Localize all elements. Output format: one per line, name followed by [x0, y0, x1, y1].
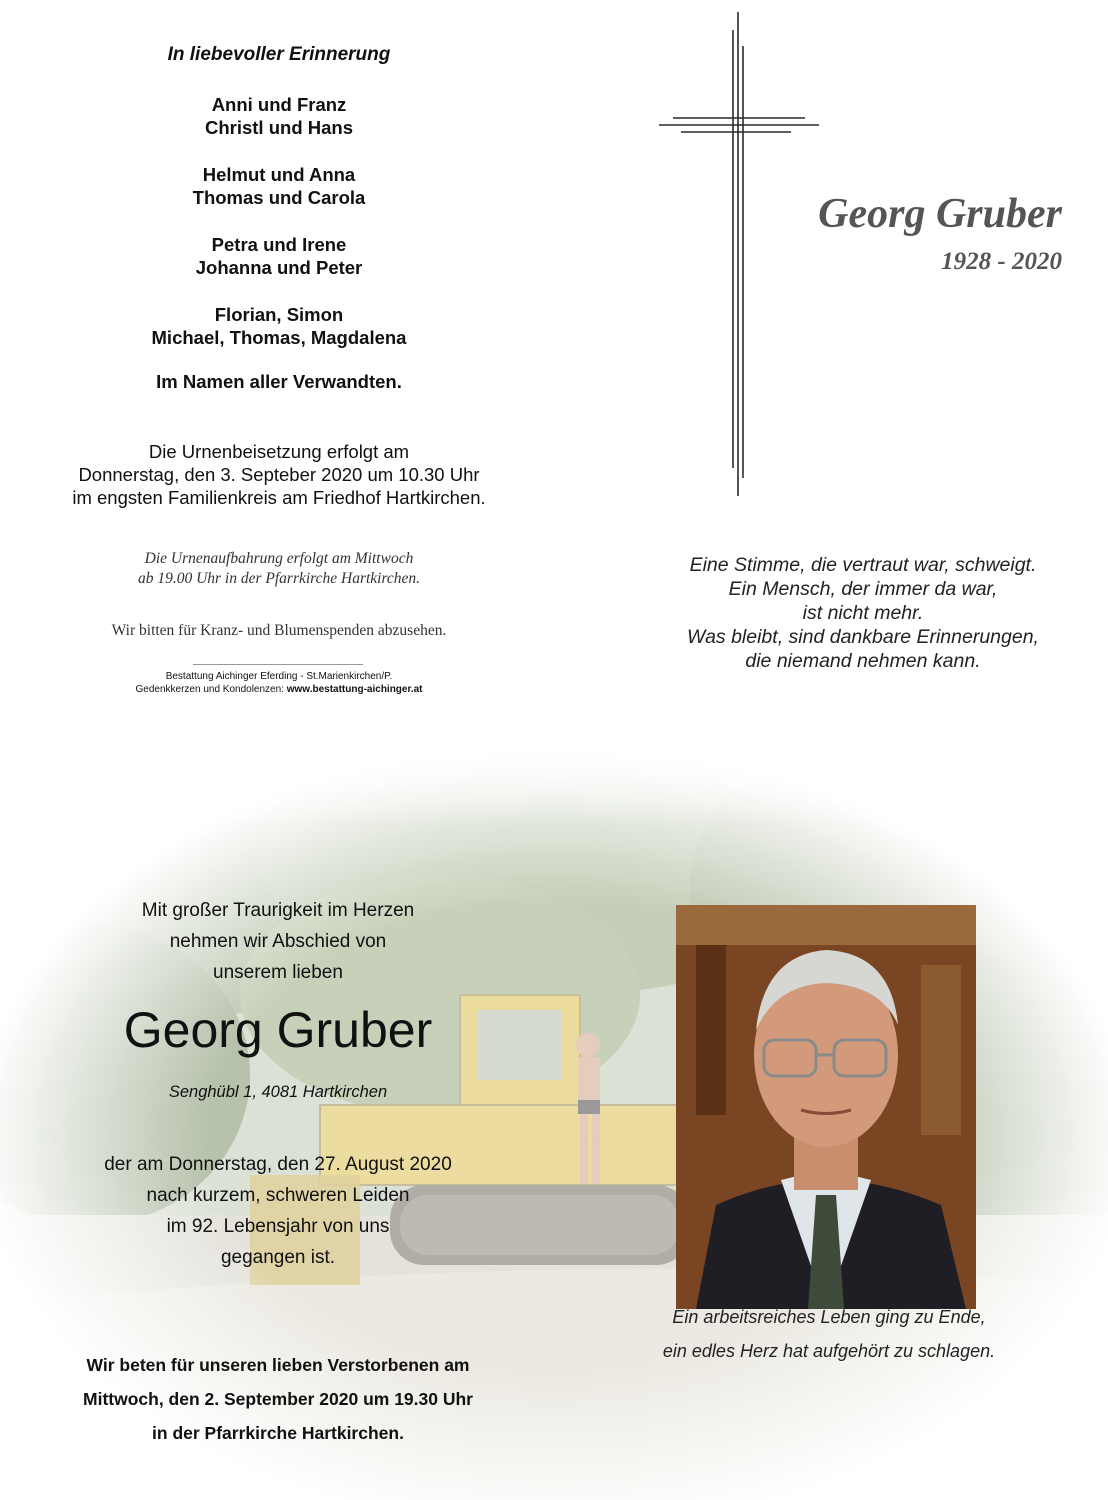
prayer-line: Mittwoch, den 2. September 2020 um 19.30 Uhr	[83, 1389, 473, 1409]
closing-line: Ein arbeitsreiches Leben ging zu Ende,	[672, 1307, 986, 1327]
passing-line: nach kurzem, schweren Leiden	[146, 1185, 410, 1206]
deceased-name-serif: Georg Gruber	[818, 191, 1062, 237]
burial-line: im engsten Familienkreis am Friedhof Hartkirchen.	[72, 487, 486, 508]
family-line: Christl und Hans	[204, 117, 353, 138]
divider	[193, 664, 363, 665]
family-line: Helmut und Anna	[202, 164, 356, 185]
family-line: Thomas und Carola	[192, 187, 366, 208]
portrait-photo	[676, 905, 976, 1309]
viewing-line: ab 19.00 Uhr in der Pfarrkirche Hartkirchen.	[137, 570, 421, 587]
relatives-line: Im Namen aller Verwandten.	[156, 371, 402, 392]
photo-fade-top	[0, 745, 1108, 825]
quote-line: Was bleibt, sind dankbare Erinnerungen,	[687, 626, 1039, 648]
photo-section	[0, 745, 1108, 1500]
intro-line: unserem lieben	[213, 962, 343, 983]
quote-line: ist nicht mehr.	[802, 602, 924, 624]
burial-line: Die Urnenbeisetzung erfolgt am	[148, 441, 410, 462]
flowers-request: Wir bitten für Kranz- und Blumenspenden abzusehen.	[111, 622, 447, 639]
family-group-3	[40, 233, 518, 279]
quote-line: Eine Stimme, die vertraut war, schweigt.	[689, 554, 1037, 576]
family-group-1	[40, 93, 518, 139]
memorial-quote	[630, 553, 1096, 673]
notice-left-column	[40, 0, 518, 720]
cross-icon	[655, 8, 825, 500]
intro-line: nehmen wir Abschied von	[169, 931, 387, 952]
closing-quote	[626, 1300, 1032, 1368]
deceased-name: Georg Gruber	[123, 1002, 433, 1058]
passing-line: gegangen ist.	[220, 1247, 336, 1268]
family-line: Anni und Franz	[211, 94, 347, 115]
intro-text	[80, 895, 476, 988]
family-group-2	[40, 163, 518, 209]
prayer-notice	[30, 1348, 526, 1450]
family-group-4	[40, 303, 518, 349]
quote-line: Ein Mensch, der immer da war,	[728, 578, 998, 600]
closing-line: ein edles Herz hat aufgehört zu schlagen.	[662, 1341, 996, 1361]
family-line: Florian, Simon	[214, 304, 344, 325]
passing-line: der am Donnerstag, den 27. August 2020	[104, 1154, 452, 1175]
intro-line: Mit großer Traurigkeit im Herzen	[141, 900, 415, 921]
burial-notice	[40, 440, 518, 509]
undertaker-info	[40, 670, 518, 696]
quote-line: die niemand nehmen kann.	[745, 650, 981, 672]
passing-line: im 92. Lebensjahr von uns	[166, 1216, 390, 1237]
prayer-line: Wir beten für unseren lieben Verstorbenen am	[86, 1355, 470, 1375]
prayer-line: in der Pfarrkirche Hartkirchen.	[152, 1423, 404, 1443]
viewing-line: Die Urnenaufbahrung erfolgt am Mittwoch	[144, 550, 414, 567]
undertaker-line: Bestattung Aichinger Eferding - St.Marienkirchen/P.	[165, 671, 393, 682]
condolence-line: Gedenkkerzen und Kondolenzen: www.bestattung-aichinger.at	[135, 684, 423, 695]
life-years: 1928 - 2020	[941, 248, 1062, 275]
family-line: Petra und Irene	[211, 234, 347, 255]
family-line: Michael, Thomas, Magdalena	[151, 327, 407, 348]
burial-line: Donnerstag, den 3. Septeber 2020 um 10.30 Uhr	[78, 464, 480, 485]
family-line: Johanna und Peter	[195, 257, 363, 278]
address: Senghübl 1, 4081 Hartkirchen	[168, 1083, 388, 1101]
viewing-notice	[40, 549, 518, 589]
condolence-link[interactable]: www.bestattung-aichinger.at	[286, 684, 423, 695]
passing-text	[60, 1149, 496, 1273]
remembrance-heading: In liebevoller Erinnerung	[167, 44, 391, 65]
